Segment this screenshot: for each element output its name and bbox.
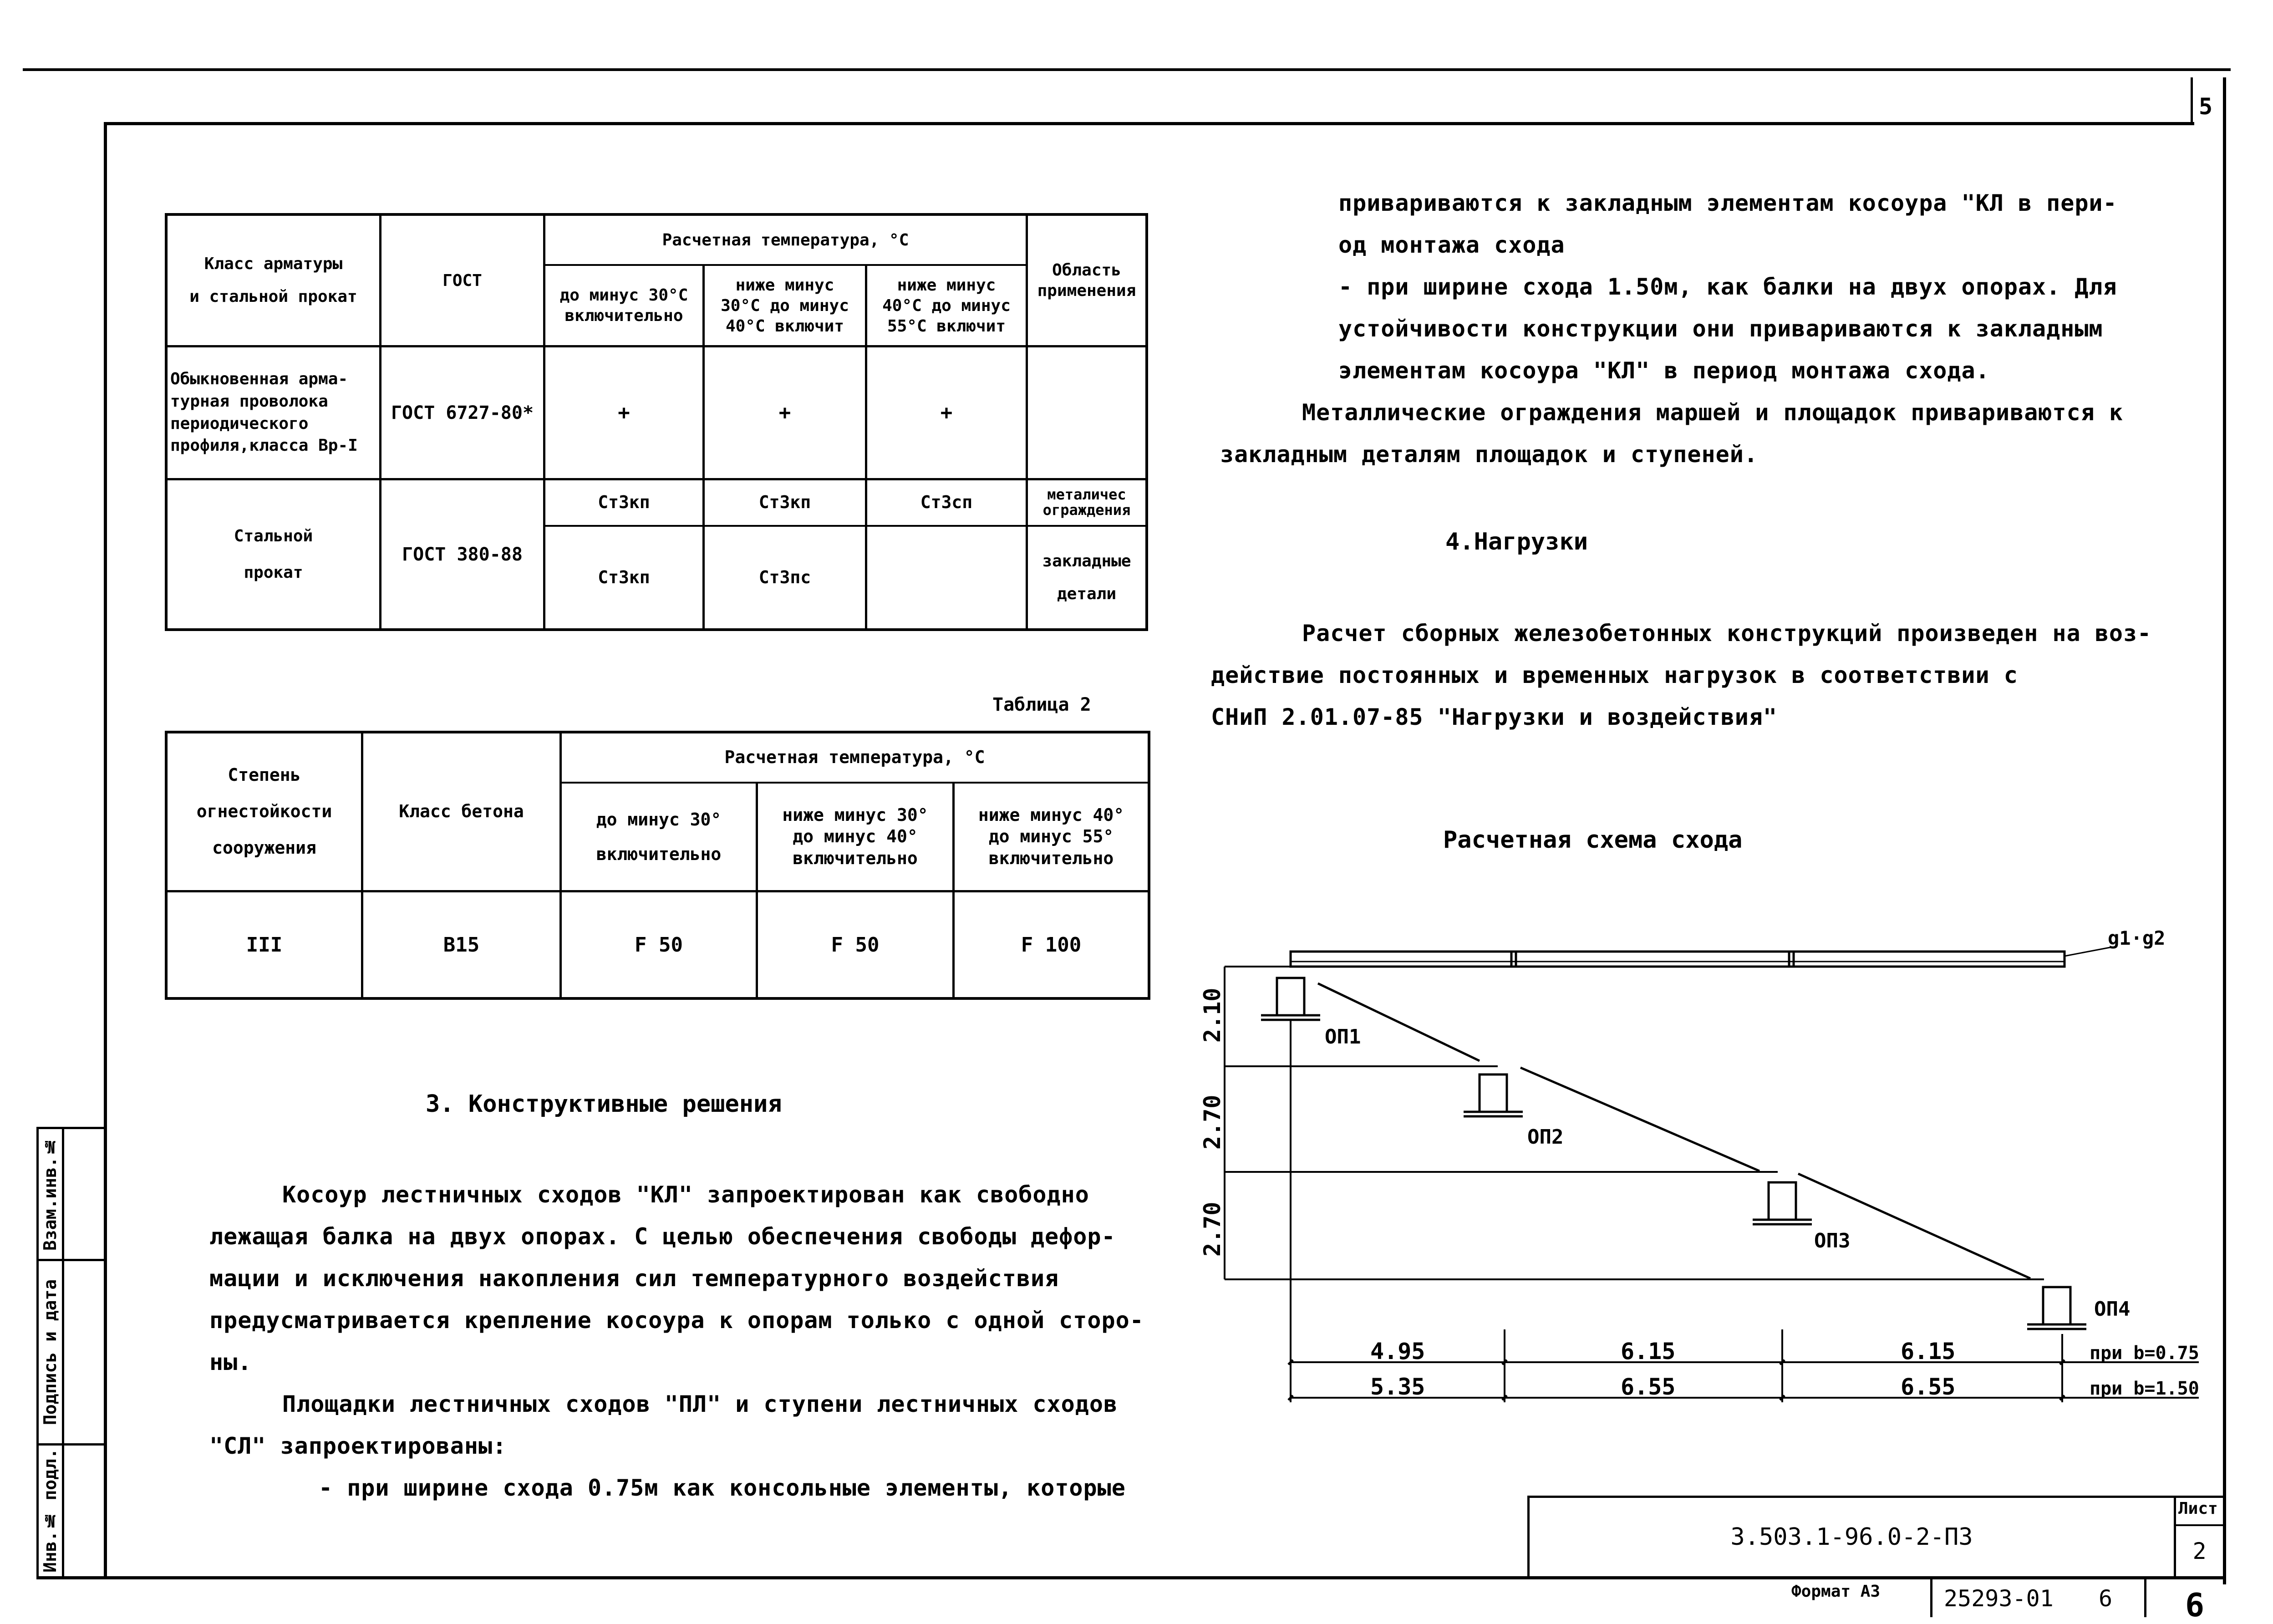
t1-row1-gost: ГОСТ 6727-80* [391,402,534,423]
footer-format: Формат А3 [1791,1582,1881,1601]
t2-header-t3: ниже минус 40° до минус 55° включительно [978,804,1124,868]
footer-page: 6 [2185,1587,2205,1624]
t1-header-t1: до минус 30°С включительно [559,286,688,325]
support-label-1: ОП1 [1325,1025,1361,1049]
page-number-top: 5 [2199,93,2213,120]
dim-a-3: 6.15 [1901,1338,1956,1364]
t2-header-degree: Степень огнестойкости сооружения [196,765,332,858]
t1-row2-b-t2: Ст3пс [758,567,811,587]
dim-b-note: при b=1.50 [2090,1378,2199,1399]
footer-div-1 [1930,1579,1932,1617]
section-3-heading: 3. Конструктивные решения [426,1090,782,1118]
scheme-title: Расчетная схема схода [1443,826,1743,854]
right-line-1: привариваются к закладным элементам косоура "КЛ в пери- [1338,190,2117,216]
t1-row1-t1: + [618,401,630,424]
title-block-sheet-label: Лист [2178,1499,2218,1518]
t1-row1-t3: + [940,401,953,424]
t2-header-t2: ниже минус 30° до минус 40° включительно [782,804,928,868]
right-line-2: од монтажа схода [1338,232,1565,258]
support-label-3: ОП3 [1814,1229,1851,1252]
height-label-2: 2.70 [1199,1095,1225,1150]
dim-b-1: 5.35 [1370,1374,1425,1400]
section-3-line-2: лежащая балка на двух опорах. С целью обеспечения свободы дефор- [209,1223,1116,1250]
t2-header-temp: Расчетная температура, °С [724,747,985,768]
footer-order: 25293-01 [1944,1585,2054,1612]
right-line-6: Металлические ограждения маршей и площадок привариваются к [1302,399,2123,426]
right-line-7: закладным деталям площадок и ступеней. [1220,441,1758,468]
t1-row2-gost: ГОСТ 380-88 [402,544,523,565]
t1-header-gost: ГОСТ [442,271,482,290]
support-label-4: ОП4 [2094,1298,2131,1321]
t2-row-t3: F 100 [1021,933,1082,957]
t1-row2-b-area: закладные детали [1042,551,1131,603]
right-line-5: элементам косоура "КЛ" в период монтажа схода. [1338,357,1990,384]
section-4-line-2: действие постоянных и временных нагрузок в соответствии с [1211,662,2018,688]
t1-row2-a-area: металичес ограждения [1042,486,1131,519]
t1-header-temp: Расчетная температура, °С [662,230,909,249]
footer-order-num: 6 [2099,1585,2113,1612]
dim-b-2: 6.55 [1621,1374,1676,1400]
dim-a-1: 4.95 [1370,1338,1425,1364]
right-line-3: - при ширине схода 1.50м, как балки на двух опорах. Для [1338,274,2117,300]
t1-header-t2: ниже минус 30°С до минус 40°С включит [721,275,849,336]
t2-row-degree: III [246,933,283,957]
t1-row1-t2: + [778,401,791,424]
t2-row-t1: F 50 [635,933,683,957]
t1-row2-class: Стальной прокат [234,527,313,582]
t2-header-concrete: Класс бетона [399,801,524,822]
height-label-1: 2.10 [1199,988,1225,1043]
t1-header-t3: ниже минус 40°С до минус 55°С включит [882,275,1011,336]
section-3-line-5: ны. [209,1349,252,1375]
height-label-3: 2.70 [1199,1201,1225,1257]
stamp-label-podpis: Подпись и дата [40,1279,60,1425]
t1-row2-a-t2: Ст3кп [758,492,811,513]
section-3-line-3: мации и исключения накопления сил температурного воздействия [209,1265,1059,1292]
section-4-line-3: СНиП 2.01.07-85 "Нагрузки и воздействия" [1211,704,1778,730]
stamp-label-inv: Инв.№ подл. [40,1448,60,1573]
right-line-4: устойчивости конструкции они привариваются к закладным [1338,316,2103,342]
t2-header-t1: до минус 30° включительно [596,809,722,864]
support-label-2: ОП2 [1527,1125,1564,1149]
stamp-label-vzam: Взам.инв.№ [40,1137,60,1251]
title-block-code: 3.503.1-96.0-2-ПЗ [1730,1523,1973,1551]
t1-header-class: Класс арматуры и стальной прокат [189,255,357,306]
section-3-line-4: предусматривается крепление косоура к опорам только с одной сторо- [209,1307,1144,1334]
dim-a-2: 6.15 [1621,1338,1676,1364]
section-3-line-7: "СЛ" запроектированы: [209,1433,507,1459]
title-block-sheet-number: 2 [2192,1537,2207,1564]
t1-row2-b-t1: Ст3кп [598,567,650,587]
section-3-line-6: Площадки лестничных сходов "ПЛ" и ступени лестничных сходов [282,1391,1118,1417]
t1-header-area: Область применения [1037,261,1136,300]
t2-row-concrete: B15 [443,933,480,957]
t1-row1-class: Обыкновенная арма- турная проволока периодического профиля,класса Вр-I [170,370,358,455]
section-4-heading: 4.Нагрузки [1445,528,1588,555]
section-3-line-1: Косоур лестничных сходов "КЛ" запроектирован как свободно [282,1181,1089,1208]
table-2-caption: Таблица 2 [992,694,1091,715]
dim-a-note: при b=0.75 [2090,1343,2199,1364]
t2-row-t2: F 50 [831,933,880,957]
t1-row2-a-t3: Ст3сп [920,492,973,513]
footer-div-2 [2144,1579,2146,1617]
section-3-line-8: - при ширине схода 0.75м как консольные элементы, которые [319,1475,1126,1501]
section-4-line-1: Расчет сборных железобетонных конструкций произведен на воз- [1302,620,2152,647]
t1-row2-a-t1: Ст3кп [598,492,650,513]
dim-b-3: 6.55 [1901,1374,1956,1400]
load-label: g1·g2 [2108,927,2166,949]
